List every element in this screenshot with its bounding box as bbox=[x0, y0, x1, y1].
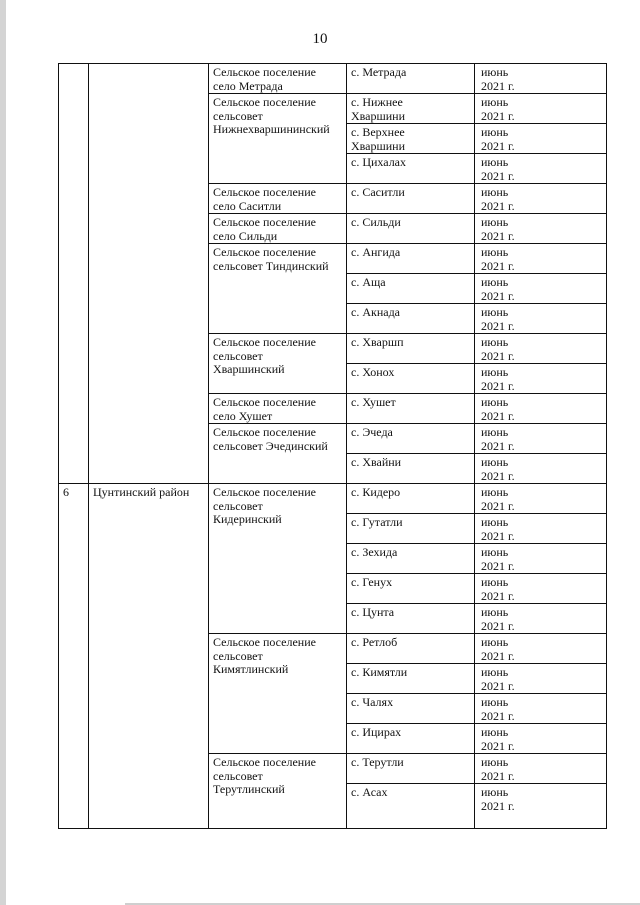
settlement-cell: Сельское поселение сельсовет Хваршинский bbox=[209, 334, 347, 394]
settlement-cell: Сельское поселение сельсовет Терутлинский bbox=[209, 754, 347, 829]
date-cell: июнь 2021 г. bbox=[475, 664, 607, 694]
date-cell: июнь 2021 г. bbox=[475, 544, 607, 574]
village-cell: с. Акнада bbox=[347, 304, 475, 334]
date-cell: июнь 2021 г. bbox=[475, 244, 607, 274]
village-cell: с. Генух bbox=[347, 574, 475, 604]
village-cell: с. Чалях bbox=[347, 694, 475, 724]
village-cell: с. Кимятли bbox=[347, 664, 475, 694]
date-cell: июнь 2021 г. bbox=[475, 784, 607, 829]
date-cell: июнь 2021 г. bbox=[475, 424, 607, 454]
village-cell: с. Саситли bbox=[347, 184, 475, 214]
date-cell: июнь 2021 г. bbox=[475, 514, 607, 544]
district-number-cell: 6 bbox=[59, 484, 89, 829]
village-cell: с. Нижнее Хваршини bbox=[347, 94, 475, 124]
village-cell: с. Эчеда bbox=[347, 424, 475, 454]
village-cell: с. Зехида bbox=[347, 544, 475, 574]
village-cell: с. Цихалах bbox=[347, 154, 475, 184]
settlement-cell: Сельское поселение село Хушет bbox=[209, 394, 347, 424]
village-cell: с. Терутли bbox=[347, 754, 475, 784]
date-cell: июнь 2021 г. bbox=[475, 484, 607, 514]
district-number-cell bbox=[59, 64, 89, 484]
village-cell: с. Хушет bbox=[347, 394, 475, 424]
village-cell: с. Асах bbox=[347, 784, 475, 829]
date-cell: июнь 2021 г. bbox=[475, 154, 607, 184]
village-cell: с. Ангида bbox=[347, 244, 475, 274]
date-cell: июнь 2021 г. bbox=[475, 724, 607, 754]
date-cell: июнь 2021 г. bbox=[475, 604, 607, 634]
date-cell: июнь 2021 г. bbox=[475, 694, 607, 724]
schedule-table bbox=[58, 63, 607, 829]
village-cell: с. Цунта bbox=[347, 604, 475, 634]
village-cell: с. Метрада bbox=[347, 64, 475, 94]
settlement-cell: Сельское поселение сельсовет Кидеринский bbox=[209, 484, 347, 634]
village-cell: с. Хвайни bbox=[347, 454, 475, 484]
scan-edge-left bbox=[0, 0, 6, 905]
settlement-cell: Сельское поселение сельсовет Тиндинский bbox=[209, 244, 347, 334]
settlement-cell: Сельское поселение сельсовет Нижнехваршининский bbox=[209, 94, 347, 184]
date-cell: июнь 2021 г. bbox=[475, 184, 607, 214]
date-cell: июнь 2021 г. bbox=[475, 574, 607, 604]
village-cell: с. Аща bbox=[347, 274, 475, 304]
date-cell: июнь 2021 г. bbox=[475, 334, 607, 364]
district-name-cell bbox=[89, 64, 209, 484]
village-cell: с. Ретлоб bbox=[347, 634, 475, 664]
district-name-cell: Цунтинский район bbox=[89, 484, 209, 829]
date-cell: июнь 2021 г. bbox=[475, 304, 607, 334]
date-cell: июнь 2021 г. bbox=[475, 754, 607, 784]
table-row bbox=[59, 64, 607, 94]
date-cell: июнь 2021 г. bbox=[475, 274, 607, 304]
settlement-cell: Сельское поселение село Саситли bbox=[209, 184, 347, 214]
date-cell: июнь 2021 г. bbox=[475, 214, 607, 244]
schedule-body bbox=[59, 64, 607, 829]
village-cell: с. Хваршп bbox=[347, 334, 475, 364]
table-row bbox=[59, 484, 607, 514]
village-cell: с. Хонох bbox=[347, 364, 475, 394]
settlement-cell: Сельское поселение село Метрада bbox=[209, 64, 347, 94]
date-cell: июнь 2021 г. bbox=[475, 634, 607, 664]
date-cell: июнь 2021 г. bbox=[475, 364, 607, 394]
settlement-cell: Сельское поселение село Сильди bbox=[209, 214, 347, 244]
date-cell: июнь 2021 г. bbox=[475, 454, 607, 484]
date-cell: июнь 2021 г. bbox=[475, 124, 607, 154]
village-cell: с. Гутатли bbox=[347, 514, 475, 544]
settlement-cell: Сельское поселение сельсовет Эчединский bbox=[209, 424, 347, 484]
date-cell: июнь 2021 г. bbox=[475, 94, 607, 124]
settlement-cell: Сельское поселение сельсовет Кимятлинский bbox=[209, 634, 347, 754]
village-cell: с. Ицирах bbox=[347, 724, 475, 754]
date-cell: июнь 2021 г. bbox=[475, 394, 607, 424]
village-cell: с. Верхнее Хваршини bbox=[347, 124, 475, 154]
page-number: 10 bbox=[312, 31, 328, 47]
village-cell: с. Сильди bbox=[347, 214, 475, 244]
village-cell: с. Кидеро bbox=[347, 484, 475, 514]
date-cell: июнь 2021 г. bbox=[475, 64, 607, 94]
